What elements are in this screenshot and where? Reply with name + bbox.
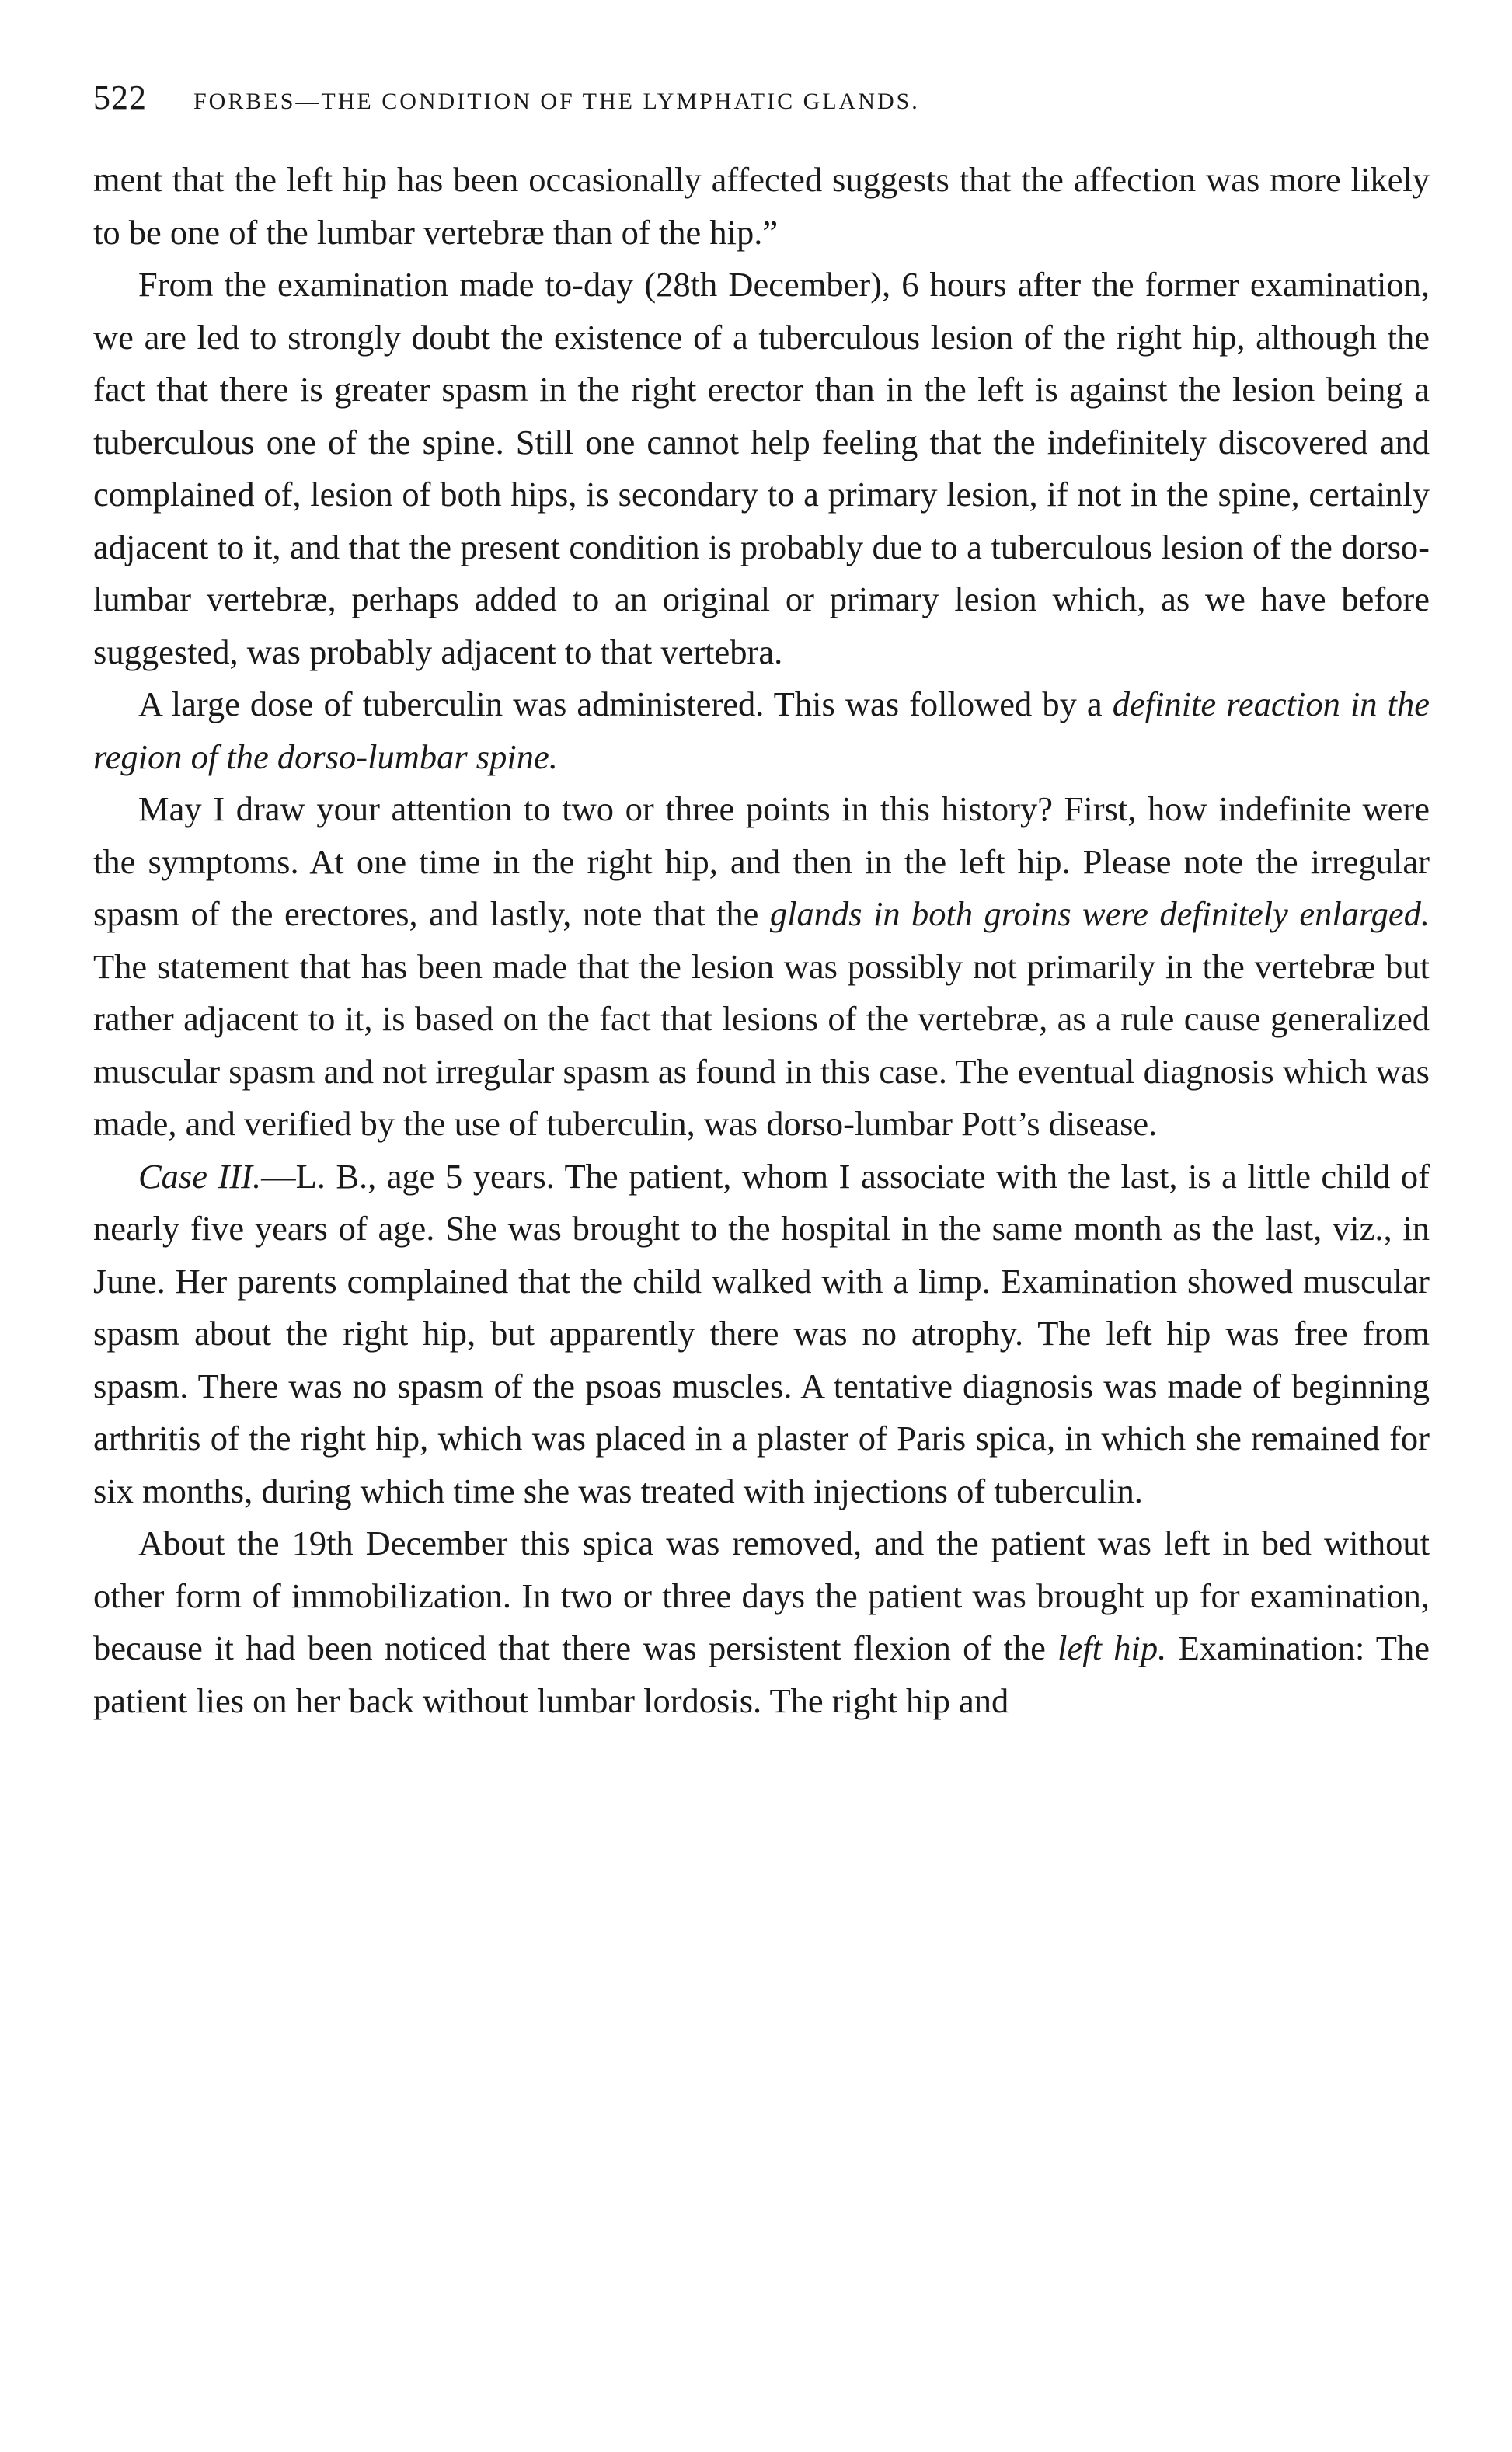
paragraph — [93, 1517, 1430, 1727]
document-page — [93, 78, 1430, 1727]
body-text — [93, 154, 1430, 1727]
text-run: About the 19th December this spica was removed, and the patient was left in bed without other form of immobilization. In two or three days the patient was brought up for examination, because it had been noticed that there was persistent flexion of the — [93, 1524, 1430, 1667]
paragraph — [93, 678, 1430, 783]
text-run: ment that the left hip has been occasionally affected suggests that the affection was more likely to be one of the lumbar vertebræ than of the hip.” — [93, 160, 1430, 252]
running-title: FORBES—THE CONDITION OF THE LYMPHATIC GLANDS. — [193, 89, 920, 114]
italic-text-run: definite reaction in the region of the dorso-lumbar spine. — [93, 684, 1430, 776]
paragraph — [93, 259, 1430, 678]
text-run: —L. B., age 5 years. The patient, whom I associate with the last, is a little child of nearly five years of age. She was brought to the hospital in the same month as the last, viz., in June. Her parents complained that the child walked with a limp. Examination showed muscular spasm about the right hip, but apparently there was no atrophy. The left hip was free from spasm. There was no spasm of the psoas muscles. A tentative diagnosis was made of beginning arthritis of the right hip, which was placed in a plaster of Paris spica, in which she remained for six months, during which time she was treated with injections of tuberculin. — [93, 1156, 1430, 1510]
paragraph — [93, 783, 1430, 1151]
paragraph-case-iii — [93, 1151, 1430, 1518]
text-run: From the examination made to-day (28th December), 6 hours after the former examination, we are led to strongly doubt the existence of a tuberculous lesion of the right hip, although the fact that there is greater spasm in the right erector than in the left is against the lesion being a tuberculous one of the spine. Still one cannot help feeling that the indefinitely discovered and complained of, lesion of both hips, is secondary to a primary lesion, if not in the spine, certainly adjacent to it, and that the present condition is probably due to a tuberculous lesion of the dorso-lumbar vertebræ, perhaps added to an original or primary lesion which, as we have before suggested, was probably adjacent to that vertebra. — [93, 265, 1430, 671]
running-head — [93, 78, 1430, 124]
page-number: 522 — [93, 78, 147, 117]
text-run: A large dose of tuberculin was administered. This was followed by a — [138, 684, 1113, 723]
case-heading: Case III. — [138, 1156, 262, 1196]
text-run: Examination: The patient lies on her back without lumbar lordosis. The right hip and — [93, 1628, 1430, 1720]
text-run: The statement that has been made that the lesion was possibly not primarily in the vertebræ but rather adjacent to it, is based on the fact that lesions of the vertebræ, as a rule cause generalized muscular spasm and not irregular spasm as found in this case. The eventual diagnosis which was made, and verified by the use of tuberculin, was dorso-lumbar Pott’s disease. — [93, 946, 1430, 1143]
italic-text-run: left hip. — [1057, 1628, 1167, 1667]
text-run: May I draw your attention to two or three points in this history? First, how indefinite were the symptoms. At one time in the right hip, and then in the left hip. Please note the irregular spasm of the erectores, and lastly, note that the — [93, 789, 1430, 933]
italic-text-run: glands in both groins were definitely enlarged. — [769, 894, 1430, 933]
paragraph — [93, 154, 1430, 259]
